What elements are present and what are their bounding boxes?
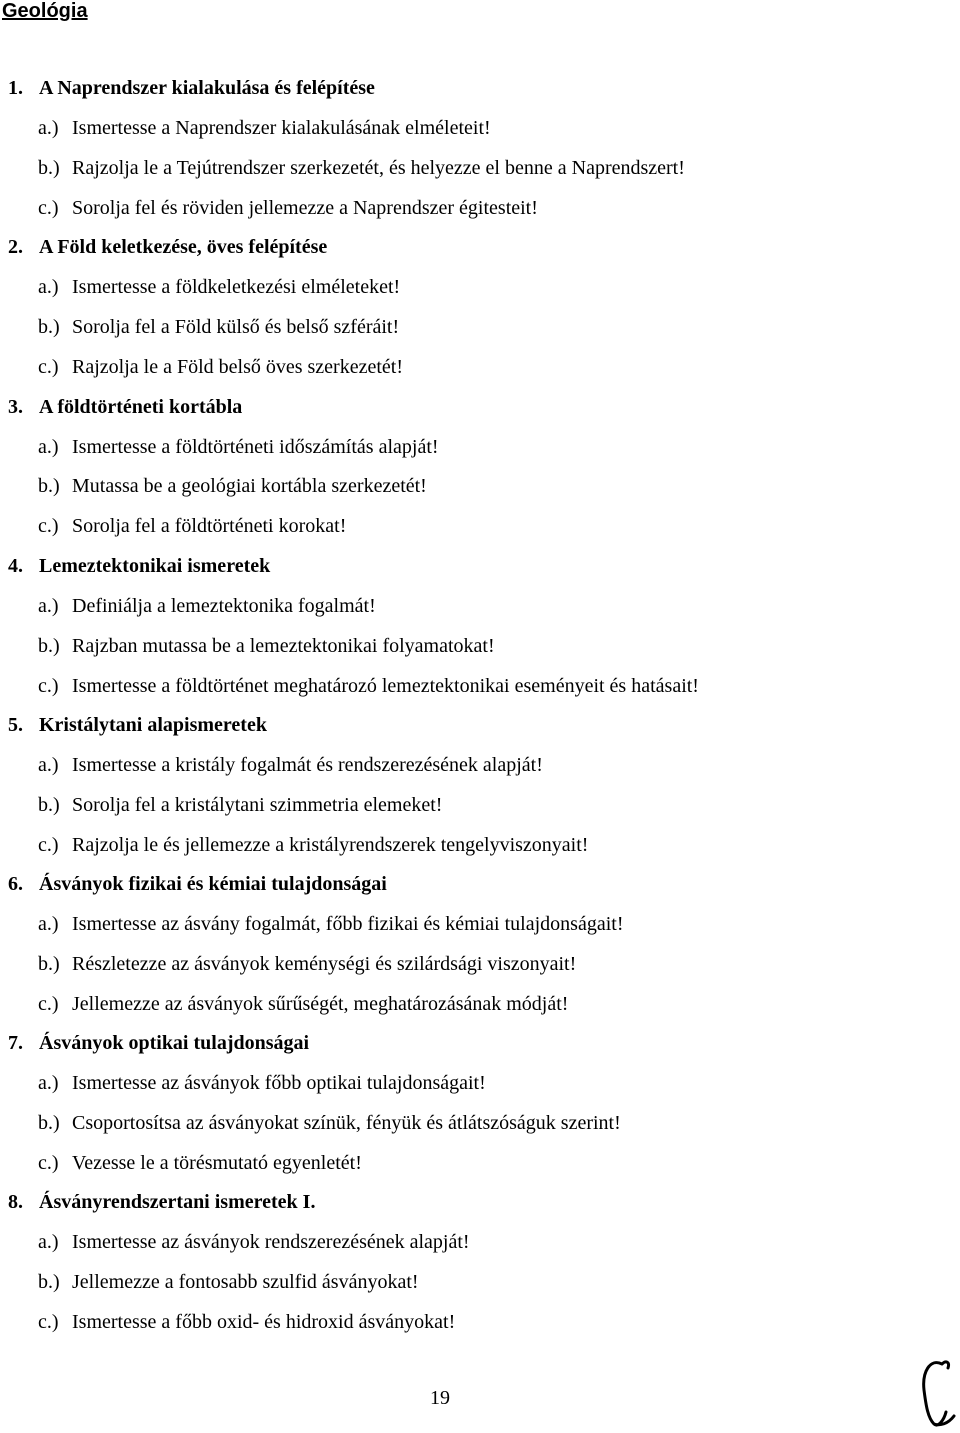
section-number: 8. <box>8 1191 23 1213</box>
item-letter: a.) <box>38 276 59 298</box>
item-letter: a.) <box>38 754 59 776</box>
section-title: Ásványok optikai tulajdonságai <box>39 1032 310 1054</box>
item-text: Ismertesse a kristály fogalmát és rendszerezésének alapját! <box>72 754 543 776</box>
section-title: Ásványrendszertani ismeretek I. <box>39 1191 316 1213</box>
item-letter: b.) <box>38 1271 60 1293</box>
section-number: 1. <box>8 77 23 99</box>
item-text: Ismertesse a földtörténeti időszámítás alapját! <box>72 436 439 458</box>
item-letter: c.) <box>38 515 59 537</box>
item-letter: a.) <box>38 595 59 617</box>
item-letter: c.) <box>38 197 59 219</box>
item-text: Rajzolja le és jellemezze a kristályrendszerek tengelyviszonyait! <box>72 834 589 856</box>
item-text: Definiálja a lemeztektonika fogalmát! <box>72 595 376 617</box>
section-number: 3. <box>8 396 23 418</box>
item-text: Sorolja fel és röviden jellemezze a Naprendszer égitesteit! <box>72 197 538 219</box>
item-text: Ismertesse a Naprendszer kialakulásának elméleteit! <box>72 117 491 139</box>
item-letter: c.) <box>38 993 59 1015</box>
item-letter: c.) <box>38 1311 59 1333</box>
item-text: Ismertesse az ásvány fogalmát, főbb fizikai és kémiai tulajdonságait! <box>72 913 624 935</box>
item-letter: a.) <box>38 117 59 139</box>
section-number: 7. <box>8 1032 23 1054</box>
item-text: Ismertesse az ásványok rendszerezésének alapját! <box>72 1231 470 1253</box>
item-letter: b.) <box>38 635 60 657</box>
item-text: Sorolja fel a kristálytani szimmetria elemeket! <box>72 794 443 816</box>
item-letter: b.) <box>38 794 60 816</box>
item-letter: a.) <box>38 1072 59 1094</box>
item-letter: a.) <box>38 436 59 458</box>
item-letter: b.) <box>38 475 60 497</box>
item-letter: c.) <box>38 356 59 378</box>
item-text: Sorolja fel a Föld külső és belső szféráit! <box>72 316 400 338</box>
item-text: Részletezze az ásványok keménységi és szilárdsági viszonyait! <box>72 953 577 975</box>
item-text: Jellemezze az ásványok sűrűségét, meghatározásának módját! <box>72 993 569 1015</box>
item-text: Mutassa be a geológiai kortábla szerkezetét! <box>72 475 427 497</box>
section-number: 6. <box>8 873 23 895</box>
item-text: Csoportosítsa az ásványokat színük, fényük és átlátszóságuk szerint! <box>72 1112 621 1134</box>
item-text: Sorolja fel a földtörténeti korokat! <box>72 515 347 537</box>
section-number: 4. <box>8 555 23 577</box>
section-title: Lemeztektonikai ismeretek <box>39 555 271 577</box>
item-letter: a.) <box>38 913 59 935</box>
item-letter: b.) <box>38 316 60 338</box>
page-title: Geológia <box>2 0 88 22</box>
section-number: 5. <box>8 714 23 736</box>
item-letter: b.) <box>38 953 60 975</box>
item-text: Rajzban mutassa be a lemeztektonikai folyamatokat! <box>72 635 495 657</box>
item-letter: c.) <box>38 1152 59 1174</box>
item-text: Rajzolja le a Tejútrendszer szerkezetét, és helyezze el benne a Naprendszert! <box>72 157 685 179</box>
section-title: A földtörténeti kortábla <box>39 396 243 418</box>
item-text: Ismertesse az ásványok főbb optikai tulajdonságait! <box>72 1072 486 1094</box>
item-text: Ismertesse a földtörténet meghatározó lemeztektonikai eseményeit és hatásait! <box>72 675 699 697</box>
item-letter: a.) <box>38 1231 59 1253</box>
section-title: Kristálytani alapismeretek <box>39 714 267 736</box>
item-letter: c.) <box>38 675 59 697</box>
section-title: A Naprendszer kialakulása és felépítése <box>39 77 375 99</box>
page-number: 19 <box>430 1387 450 1409</box>
item-letter: c.) <box>38 834 59 856</box>
item-text: Ismertesse a földkeletkezési elméleteket! <box>72 276 401 298</box>
item-text: Vezesse le a törésmutató egyenletét! <box>72 1152 362 1174</box>
section-number: 2. <box>8 236 23 258</box>
item-text: Ismertesse a főbb oxid- és hidroxid ásványokat! <box>72 1311 456 1333</box>
section-title: A Föld keletkezése, öves felépítése <box>39 236 328 258</box>
item-text: Jellemezze a fontosabb szulfid ásványokat! <box>72 1271 419 1293</box>
section-title: Ásványok fizikai és kémiai tulajdonságai <box>39 873 387 895</box>
item-letter: b.) <box>38 1112 60 1134</box>
item-letter: b.) <box>38 157 60 179</box>
handwritten-signature <box>918 1354 956 1430</box>
item-text: Rajzolja le a Föld belső öves szerkezetét! <box>72 356 403 378</box>
